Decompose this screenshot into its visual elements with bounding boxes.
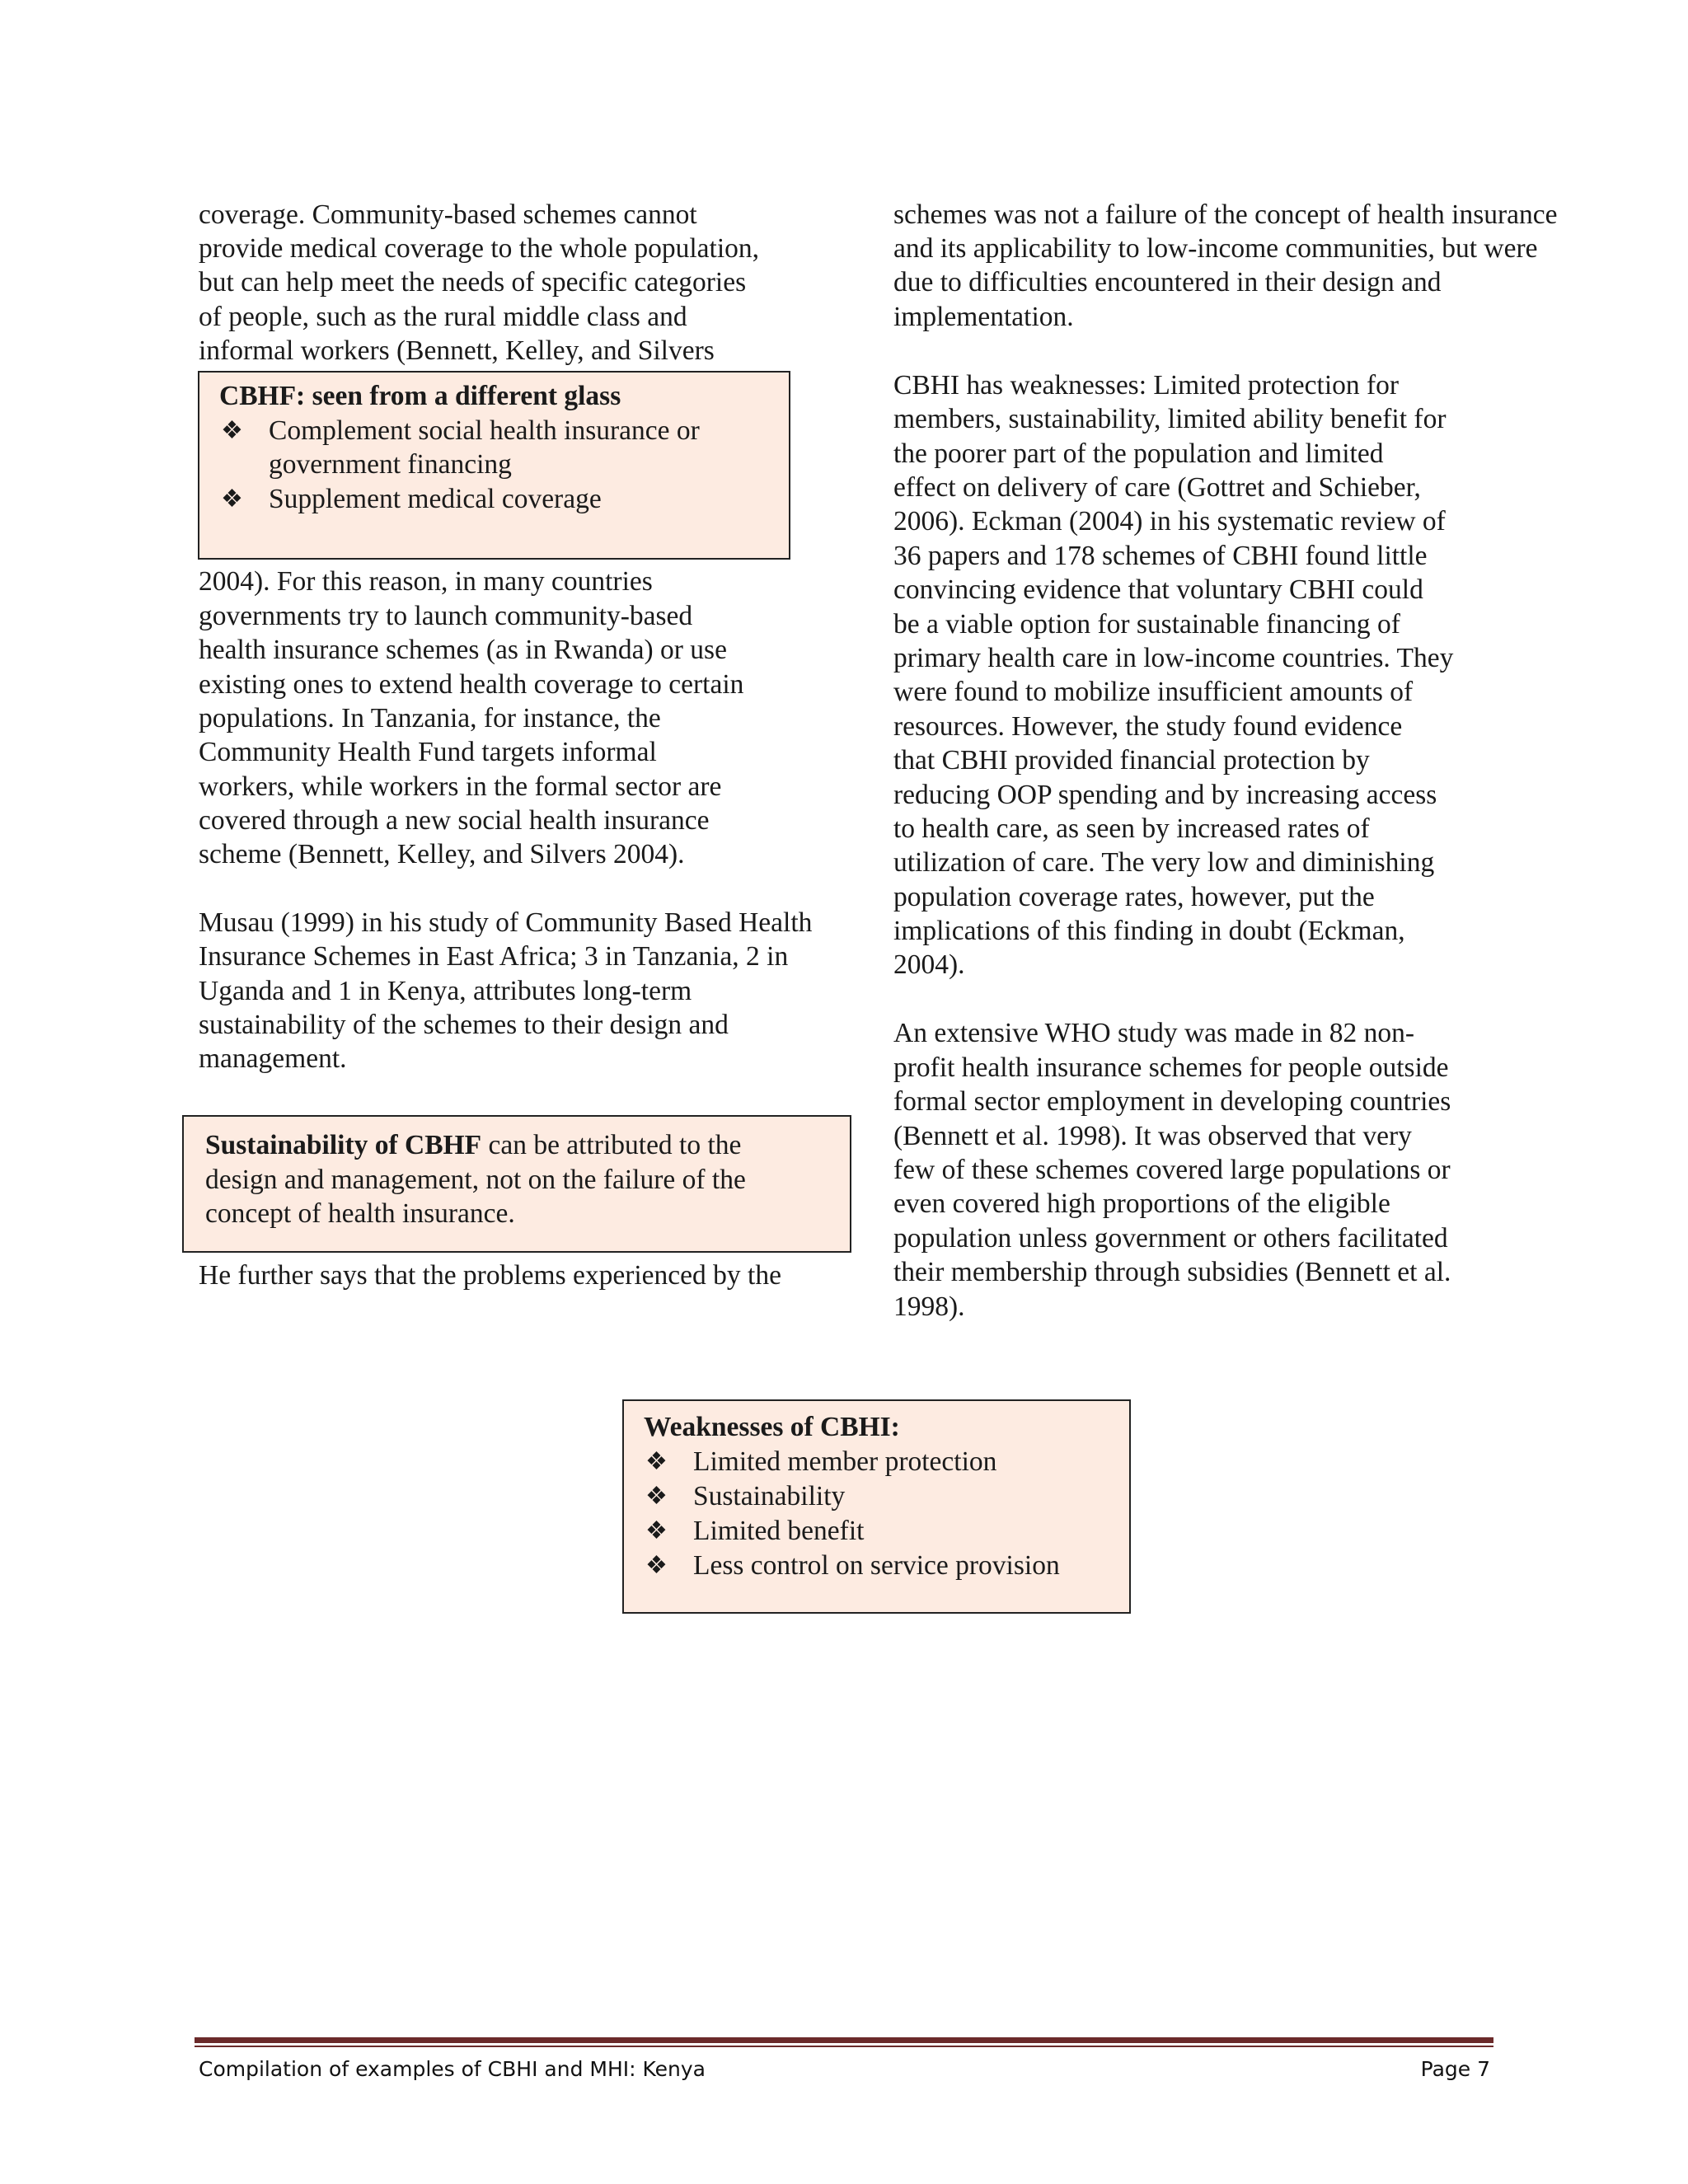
body-text-line: Community Health Fund targets informal	[199, 737, 657, 767]
callout-line-rest: can be attributed to the	[481, 1130, 742, 1160]
diamond-bullet-icon: ❖	[645, 1483, 668, 1510]
body-text-line: management.	[199, 1043, 347, 1074]
callout-item: Supplement medical coverage	[269, 484, 602, 514]
body-text-line: effect on delivery of care (Gottret and Schieber,	[893, 472, 1421, 503]
body-text-line: informal workers (Bennett, Kelley, and Silvers	[199, 335, 715, 366]
body-text-line: primary health care in low-income countries. They	[893, 643, 1454, 673]
body-text-line: 2004).	[893, 949, 965, 980]
diamond-bullet-icon: ❖	[221, 485, 243, 513]
body-text-line: due to difficulties encountered in their design and	[893, 267, 1442, 298]
body-text-line: reducing OOP spending and by increasing access	[893, 780, 1437, 810]
callout-item: Limited benefit	[693, 1516, 865, 1546]
body-text-line: covered through a new social health insurance	[199, 805, 710, 836]
diamond-bullet-icon: ❖	[645, 1517, 668, 1544]
body-text-line: coverage. Community-based schemes cannot	[199, 199, 697, 230]
body-text-line: Insurance Schemes in East Africa; 3 in Tanzania, 2 in	[199, 941, 789, 972]
callout-box-sustainability	[182, 1115, 851, 1253]
body-text-line: existing ones to extend health coverage to certain	[199, 669, 744, 700]
body-text-line: formal sector employment in developing countries	[893, 1086, 1451, 1117]
body-text-line: 36 papers and 178 schemes of CBHI found little	[893, 541, 1428, 571]
body-text-line: be a viable option for sustainable financing of	[893, 609, 1400, 640]
body-text-line: the poorer part of the population and limited	[893, 438, 1384, 469]
body-text-line: 1998).	[893, 1291, 965, 1322]
body-text-line: to health care, as seen by increased rates of	[893, 813, 1370, 844]
body-text-line: that CBHI provided financial protection by	[893, 745, 1370, 776]
callout-item: Sustainability	[693, 1481, 846, 1511]
body-text-line: population unless government or others facilitated	[893, 1223, 1448, 1254]
callout-title: CBHF: seen from a different glass	[219, 381, 621, 411]
body-text-line: provide medical coverage to the whole population,	[199, 233, 760, 264]
body-text-line: few of these schemes covered large populations or	[893, 1155, 1451, 1185]
callout-box-cbhf	[198, 371, 790, 560]
page-number: Page 7	[1420, 2057, 1490, 2081]
body-text-line: and its applicability to low-income communities, but were	[893, 233, 1538, 264]
body-text-line: 2006). Eckman (2004) in his systematic review of	[893, 506, 1446, 537]
body-text-line: Uganda and 1 in Kenya, attributes long-term	[199, 976, 692, 1006]
diamond-bullet-icon: ❖	[221, 417, 243, 444]
callout-item: Less control on service provision	[693, 1550, 1060, 1581]
callout-line: design and management, not on the failure of the	[205, 1165, 746, 1195]
body-text-line: population coverage rates, however, put the	[893, 882, 1375, 912]
body-text-line: Musau (1999) in his study of Community Based Health	[199, 907, 813, 938]
callout-item: Complement social health insurance or	[269, 415, 700, 446]
body-text-line: convincing evidence that voluntary CBHI could	[893, 574, 1423, 605]
body-text-line: governments try to launch community-based	[199, 601, 693, 631]
body-text-line: workers, while workers in the formal sector are	[199, 771, 722, 802]
body-text-line: An extensive WHO study was made in 82 non-	[893, 1018, 1415, 1048]
body-text-line: utilization of care. The very low and diminishing	[893, 847, 1435, 878]
callout-item: Limited member protection	[693, 1446, 997, 1477]
body-text-line: implications of this finding in doubt (Eckman,	[893, 916, 1405, 946]
body-text-line: even covered high proportions of the eligible	[893, 1188, 1390, 1219]
body-text-line: were found to mobilize insufficient amounts of	[893, 677, 1414, 707]
body-text-line: 2004). For this reason, in many countries	[199, 566, 653, 597]
body-text-line: He further says that the problems experienced by the	[199, 1260, 781, 1291]
body-text-line: profit health insurance schemes for people outside	[893, 1052, 1449, 1083]
diamond-bullet-icon: ❖	[645, 1552, 668, 1579]
callout-line	[205, 1128, 741, 1163]
body-text-line: populations. In Tanzania, for instance, the	[199, 703, 661, 733]
body-text-line: but can help meet the needs of specific categories	[199, 267, 747, 298]
body-text-line: members, sustainability, limited ability benefit for	[893, 404, 1447, 434]
diamond-bullet-icon: ❖	[645, 1448, 668, 1475]
body-text-line: scheme (Bennett, Kelley, and Silvers 2004).	[199, 839, 685, 869]
footer-title: Compilation of examples of CBHI and MHI: Kenya	[199, 2057, 706, 2081]
body-text-line: CBHI has weaknesses: Limited protection for	[893, 370, 1400, 401]
body-text-line: health insurance schemes (as in Rwanda) or use	[199, 635, 727, 665]
callout-bold-lead: Sustainability of CBHF	[205, 1130, 482, 1160]
callout-title: Weaknesses of CBHI:	[644, 1412, 900, 1442]
body-text-line: (Bennett et al. 1998). It was observed that very	[893, 1121, 1412, 1151]
callout-item-continued: government financing	[269, 449, 512, 480]
body-text-line: implementation.	[893, 302, 1074, 332]
body-text-line: sustainability of the schemes to their design and	[199, 1010, 729, 1040]
body-text-line: schemes was not a failure of the concept of health insurance	[893, 199, 1558, 230]
footer-rule-thick	[195, 2037, 1493, 2043]
callout-box-weaknesses	[622, 1399, 1131, 1614]
body-text-line: of people, such as the rural middle class and	[199, 302, 687, 332]
footer-rule-thin	[195, 2046, 1493, 2047]
body-text-line: their membership through subsidies (Bennett et al.	[893, 1257, 1451, 1287]
body-text-line: resources. However, the study found evidence	[893, 711, 1403, 742]
callout-line: concept of health insurance.	[205, 1198, 515, 1229]
